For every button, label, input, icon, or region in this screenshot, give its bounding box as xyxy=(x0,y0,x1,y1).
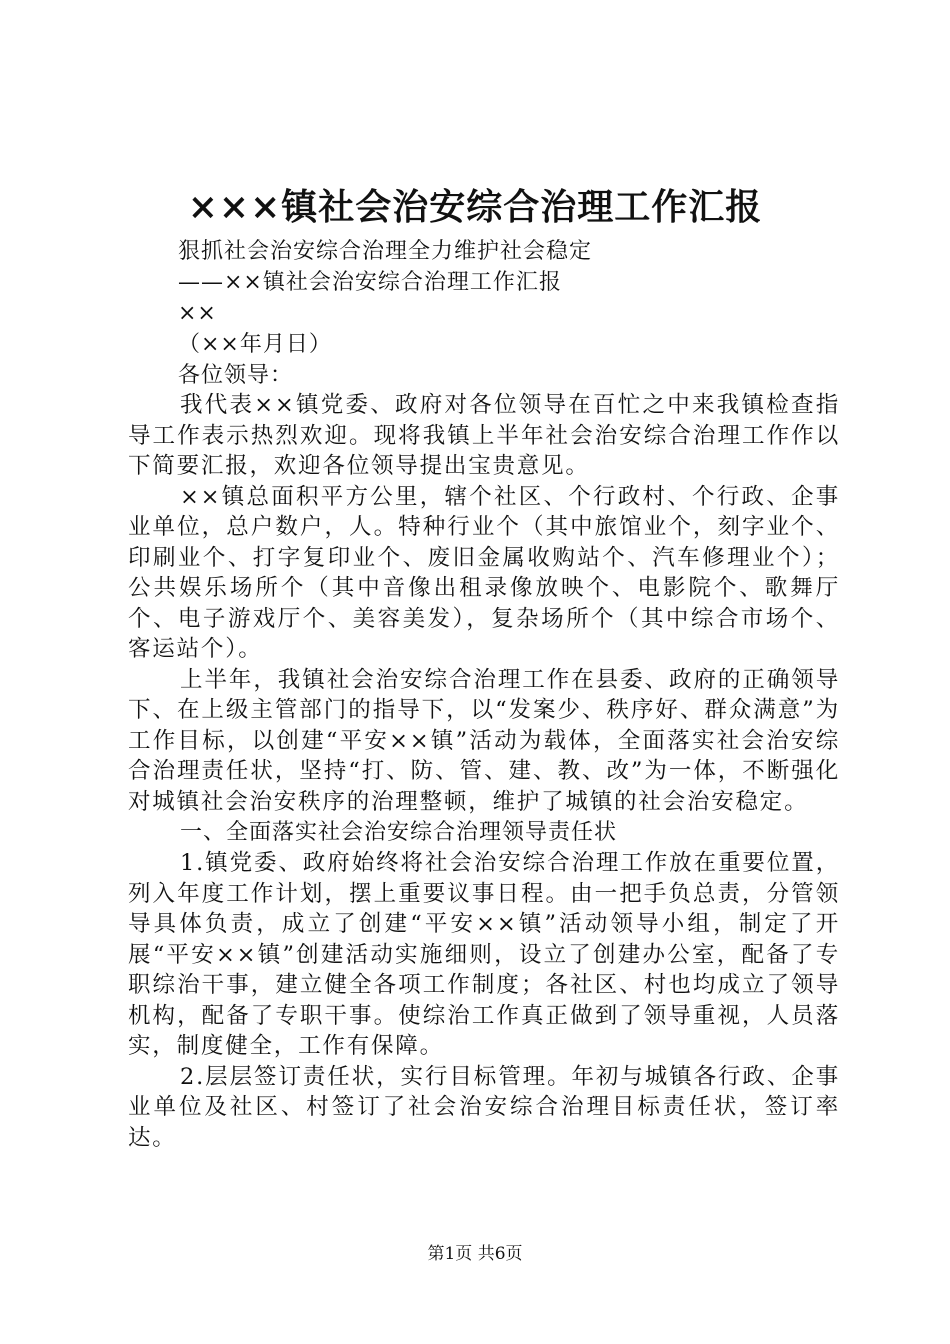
paragraph: 2.层层签订责任状，实行目标管理。年初与城镇各行政、企事业单位及社区、村签订了社会治安综合治理目标责任状，签订率达。 xyxy=(128,1063,840,1151)
page-footer: 第1页 共6页 xyxy=(427,1244,523,1264)
date: （××年月日） xyxy=(178,332,332,357)
document-header xyxy=(178,236,858,391)
document-body xyxy=(128,390,840,1153)
salutation: 各位领导： xyxy=(178,363,294,388)
document-title: ×××镇社会治安综合治理工作汇报 xyxy=(187,186,763,228)
paragraph: 上半年，我镇社会治安综合治理工作在县委、政府的正确领导下、在上级主管部门的指导下，以“发案少、秩序好、群众满意”为工作目标，以创建“平安××镇”活动为载体，全面落实社会治安综合治理责任状，坚持“打、防、管、建、教、改”为一体，不断强化对城镇社会治安秩序的治理整顿，维护了城镇的社会治安稳定。 xyxy=(128,666,840,815)
paragraph: 我代表××镇党委、政府对各位领导在百忙之中来我镇检查指导工作表示热烈欢迎。现将我镇上半年社会治安综合治理工作作以下简要汇报，欢迎各位领导提出宝贵意见。 xyxy=(128,392,840,479)
author: ×× xyxy=(178,301,217,326)
subtitle-secondary: ——××镇社会治安综合治理工作汇报 xyxy=(178,270,562,295)
subtitle: 狠抓社会治安综合治理全力维护社会稳定 xyxy=(178,239,593,264)
paragraph: ××镇总面积平方公里，辖个社区、个行政村、个行政、企事业单位，总户数户，人。特种行业个（其中旅馆业个，刻字业个、印刷业个、打字复印业个、废旧金属收购站个、汽车修理业个）；公共娱乐场所个（其中音像出租录像放映个、电影院个、歌舞厅个、电子游戏厅个、美容美发），复杂场所个（其中综合市场个、客运站个）。 xyxy=(128,483,840,662)
paragraph: 1.镇党委、政府始终将社会治安综合治理工作放在重要位置，列入年度工作计划，摆上重要议事日程。由一把手负总责，分管领导具体负责，成立了创建“平安××镇”活动领导小组，制定了开展“平安××镇”创建活动实施细则，设立了创建办公室，配备了专职综治干事，建立健全各项工作制度；各社区、村也均成立了领导机构，配备了专职干事。使综治工作真正做到了领导重视，人员落实，制度健全，工作有保障。 xyxy=(128,850,840,1059)
section-heading: 一、全面落实社会治安综合治理领导责任状 xyxy=(180,820,618,845)
